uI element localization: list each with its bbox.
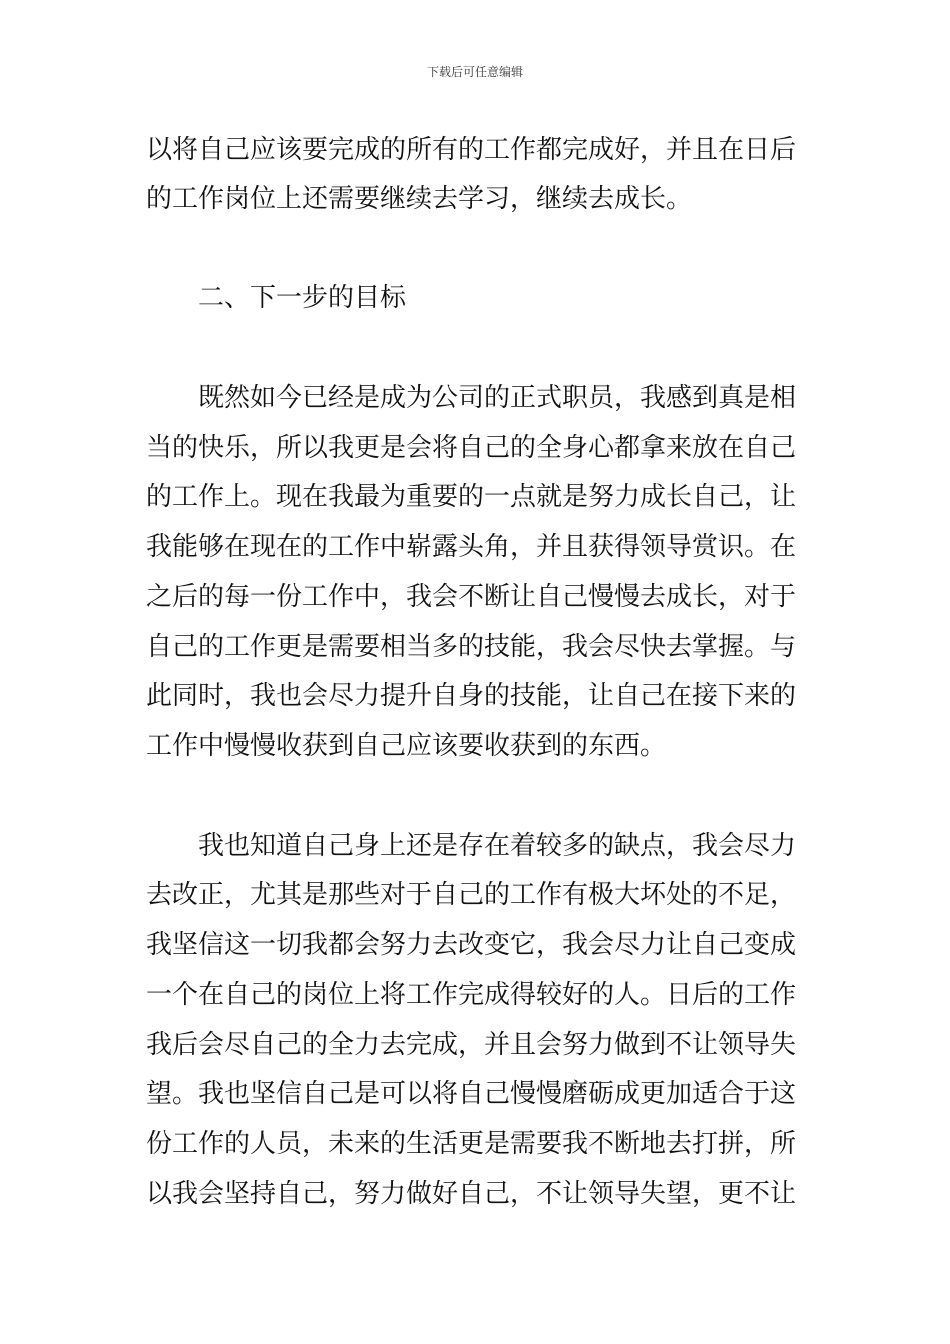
- paragraph-line: 工作中慢慢收获到自己应该要收获到的东西。: [146, 731, 667, 761]
- paragraph-line: 以将自己应该要完成的所有的工作都完成好，并且在日后: [146, 135, 797, 165]
- paragraph-line: 的工作上。现在我最为重要的一点就是努力成长自己，让: [146, 482, 797, 512]
- paragraph-line: 我能够在现在的工作中崭露头角，并且获得领导赏识。在: [146, 532, 797, 562]
- paragraph-line: 望。我也坚信自己是可以将自己慢慢磨砺成更加适合于这: [146, 1079, 797, 1109]
- paragraph-line: 我坚信这一切我都会努力去改变它，我会尽力让自己变成: [146, 930, 797, 960]
- paragraph-line: 我后会尽自己的全力去完成，并且会努力做到不让领导失: [146, 1030, 797, 1060]
- paragraph-line: 此同时，我也会尽力提升自身的技能，让自己在接下来的: [146, 681, 797, 711]
- paragraph-line: 以我会坚持自己，努力做好自己，不让领导失望，更不让: [146, 1179, 797, 1209]
- section-heading: 二、下一步的目标: [198, 283, 407, 313]
- paragraph-line: 的工作岗位上还需要继续去学习，继续去成长。: [146, 184, 693, 214]
- paragraph-line: 份工作的人员，未来的生活更是需要我不断地去打拼，所: [146, 1129, 797, 1159]
- paragraph-line: 之后的每一份工作中，我会不断让自己慢慢去成长，对于: [146, 582, 797, 612]
- paragraph-line: 当的快乐，所以我更是会将自己的全身心都拿来放在自己: [146, 433, 797, 463]
- paragraph-line: 我也知道自己身上还是存在着较多的缺点，我会尽力: [198, 831, 797, 861]
- paragraph-line: 一个在自己的岗位上将工作完成得较好的人。日后的工作: [146, 980, 797, 1010]
- paragraph-line: 自己的工作更是需要相当多的技能，我会尽快去掌握。与: [146, 632, 797, 662]
- paragraph-line: 去改正，尤其是那些对于自己的工作有极大坏处的不足，: [146, 880, 797, 910]
- paragraph-line: 既然如今已经是成为公司的正式职员，我感到真是相: [198, 383, 797, 413]
- page-header: 下载后可任意编辑: [426, 65, 523, 79]
